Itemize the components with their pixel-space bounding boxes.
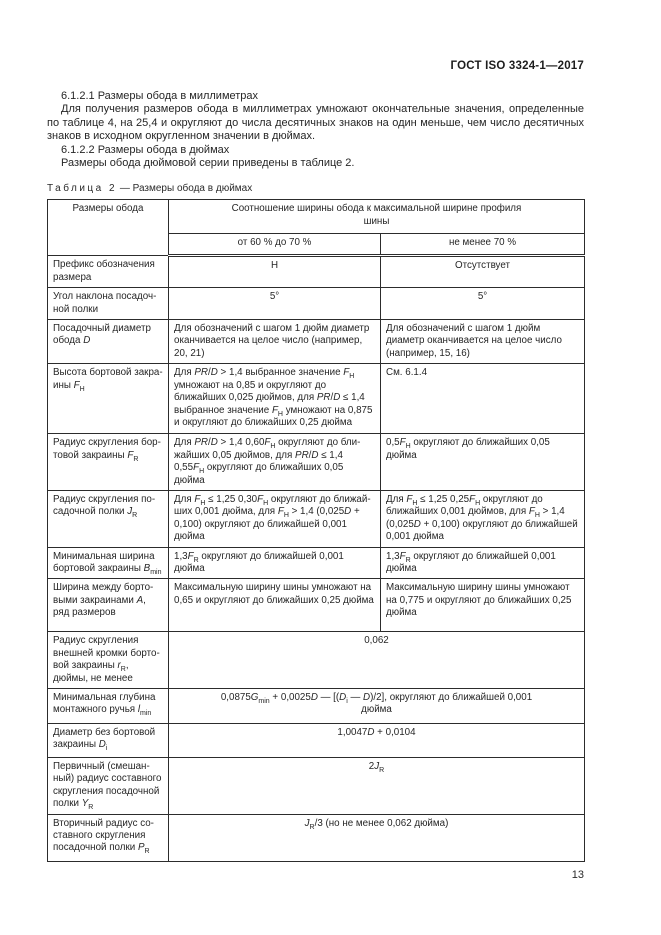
row-label: Вторичный радиус составного скругления посадочной полки $P_R$ [48,814,169,861]
row-value-col3: Отсутствует [381,256,585,288]
section-heading-6-1-2-1: 6.1.2.1 Размеры обода в миллиметрах [61,90,259,102]
row-label: Минимальная ширина бортовой закраины $B_{min}$ [48,547,169,579]
row-label: Минимальная глубина монтажного ручья $l_{min}$ [48,688,169,723]
table-row [48,320,585,364]
table-caption [47,183,584,194]
row-merged-value: 1,0047D + 0,0104 [169,723,585,757]
table-row [48,434,585,491]
table-row [48,547,585,579]
table-row [48,814,585,861]
header-cell-70-plus: не менее 70 % [381,234,585,256]
table-row [48,579,585,632]
row-merged-value [169,688,585,723]
row-value-col3: $0,5F_Н$ округляют до ближайших 0,05 дюйма [381,434,585,491]
formula-text: $0,0875G_{min} + 0,0025D$ — [($D_i$ — D)/2], округляют до ближайшей 0,001 дюйма [220,691,533,716]
table-caption-dash: — [119,183,130,195]
row-label: Радиус скругления посадочной полки $J_R$ [48,490,169,547]
header-span-text: Соотношение ширины обода к максимальной ширине профиля шины [231,203,522,227]
table-row [48,723,585,757]
row-value-col2: Н [169,256,381,288]
row-value-col2: Для PR/D > 1,4 $0,60F_Н$ округляют до ближайших 0,05 дюймов, для PR/D ≤ 1,4 $0,55F_Н$ округляют до ближайших 0,05 дюйма [169,434,381,491]
row-label: Первичный (смешанный) радиус составного скругления посадочной полки $Y_R$ [48,757,169,814]
header-cell-ratio-span [169,200,585,234]
row-label: Высота бортовой закраины $F_Н$ [48,364,169,434]
row-value-col3: 5° [381,288,585,320]
row-merged-value: $J_R/3$ (но не менее 0,062 дюйма) [169,814,585,861]
page-number: 13 [571,868,584,881]
table-row [48,256,585,288]
table-row [48,632,585,689]
row-value-col2: Максимальную ширину шины умножают на 0,65 и округляют до ближайших 0,25 дюйма [169,579,381,632]
row-label: Посадочный диаметр обода D [48,320,169,364]
row-value-col2: 5° [169,288,381,320]
body-paragraph-inches: Размеры обода дюймовой серии приведены в таблице 2. [61,157,355,170]
table-row [48,757,585,814]
row-label: Диаметр без бортовой закраины $D_i$ [48,723,169,757]
row-label: Угол наклона посадочной полки [48,288,169,320]
row-value-col3: Максимальную ширину шины умножают на 0,775 и округляют до ближайших 0,25 дюйма [381,579,585,632]
row-label: Префикс обозначения размера [48,256,169,288]
row-value-col2: Для PR/D > 1,4 выбранное значение $F_Н$ умножают на 0,85 и округляют до ближайших 0,025 дюймов, для PR/D ≤ 1,4 выбранное значение $F_Н$ умножают на 0,875 и округляют до ближайших 0,25 дюйма [169,364,381,434]
header-cell-rim-dimensions: Размеры обода [48,200,169,256]
table-row [48,688,585,723]
row-value-col2: Для обозначений с шагом 1 дюйм диаметр оканчивается на целое число (например, 20, 21) [169,320,381,364]
table-caption-label: Таблица 2 [47,183,118,195]
table-row [48,288,585,320]
table-row [48,490,585,547]
row-value-col3: См. 6.1.4 [381,364,585,434]
row-label: Ширина между бортовыми закраинами A, ряд размеров [48,579,169,632]
row-value-col3: Для обозначений с шагом 1 дюйм диаметр оканчивается на целое число (например, 15, 16) [381,320,585,364]
row-label: Радиус скругления бортовой закраины $F_R$ [48,434,169,491]
body-paragraph-mm: Для получения размеров обода в миллиметрах умножают окончательные значения, определенные по таблице 4, на 25,4 и округляют до числа десятичных знаков на один меньше, чем число десятичных знаков в исходном округленном значении в дюймах. [47,103,584,143]
row-value-col3: $1,3F_R$ округляют до ближайшей 0,001 дюйма [381,547,585,579]
page-content [47,60,584,881]
row-value-col2: Для $F_Н \le 1,25$ $0,30F_Н$ округляют до ближайших 0,001 дюйма, для $F_Н > 1,4$ (0,025D + 0,100) округляют до ближайшей 0,001 дюйма [169,490,381,547]
table-row [48,364,585,434]
row-merged-value: 0,062 [169,632,585,689]
table-caption-title: Размеры обода в дюймах [132,183,253,195]
row-merged-value: $2J_R$ [169,757,585,814]
document-header [47,60,584,72]
table-header-row-1 [48,200,585,234]
row-label: Радиус скругления внешней кромки бортовой закраины $r_R$, дюймы, не менее [48,632,169,689]
section-heading-6-1-2-2: 6.1.2.2 Размеры обода в дюймах [61,143,230,156]
row-value-col3: Для $F_Н \le 1,25$ $0,25F_Н$ округляют до ближайших 0,001 дюймов, для $F_Н > 1,4$ (0,025D + 0,100) округляют до ближайшей 0,001 дюйма [381,490,585,547]
header-cell-60-70: от 60 % до 70 % [169,234,381,256]
row-value-col2: $1,3F_R$ округляют до ближайшей 0,001 дюйма [169,547,381,579]
rim-dimensions-table [47,199,585,861]
standard-number: ГОСТ ISO 3324-1—2017 [450,60,584,72]
